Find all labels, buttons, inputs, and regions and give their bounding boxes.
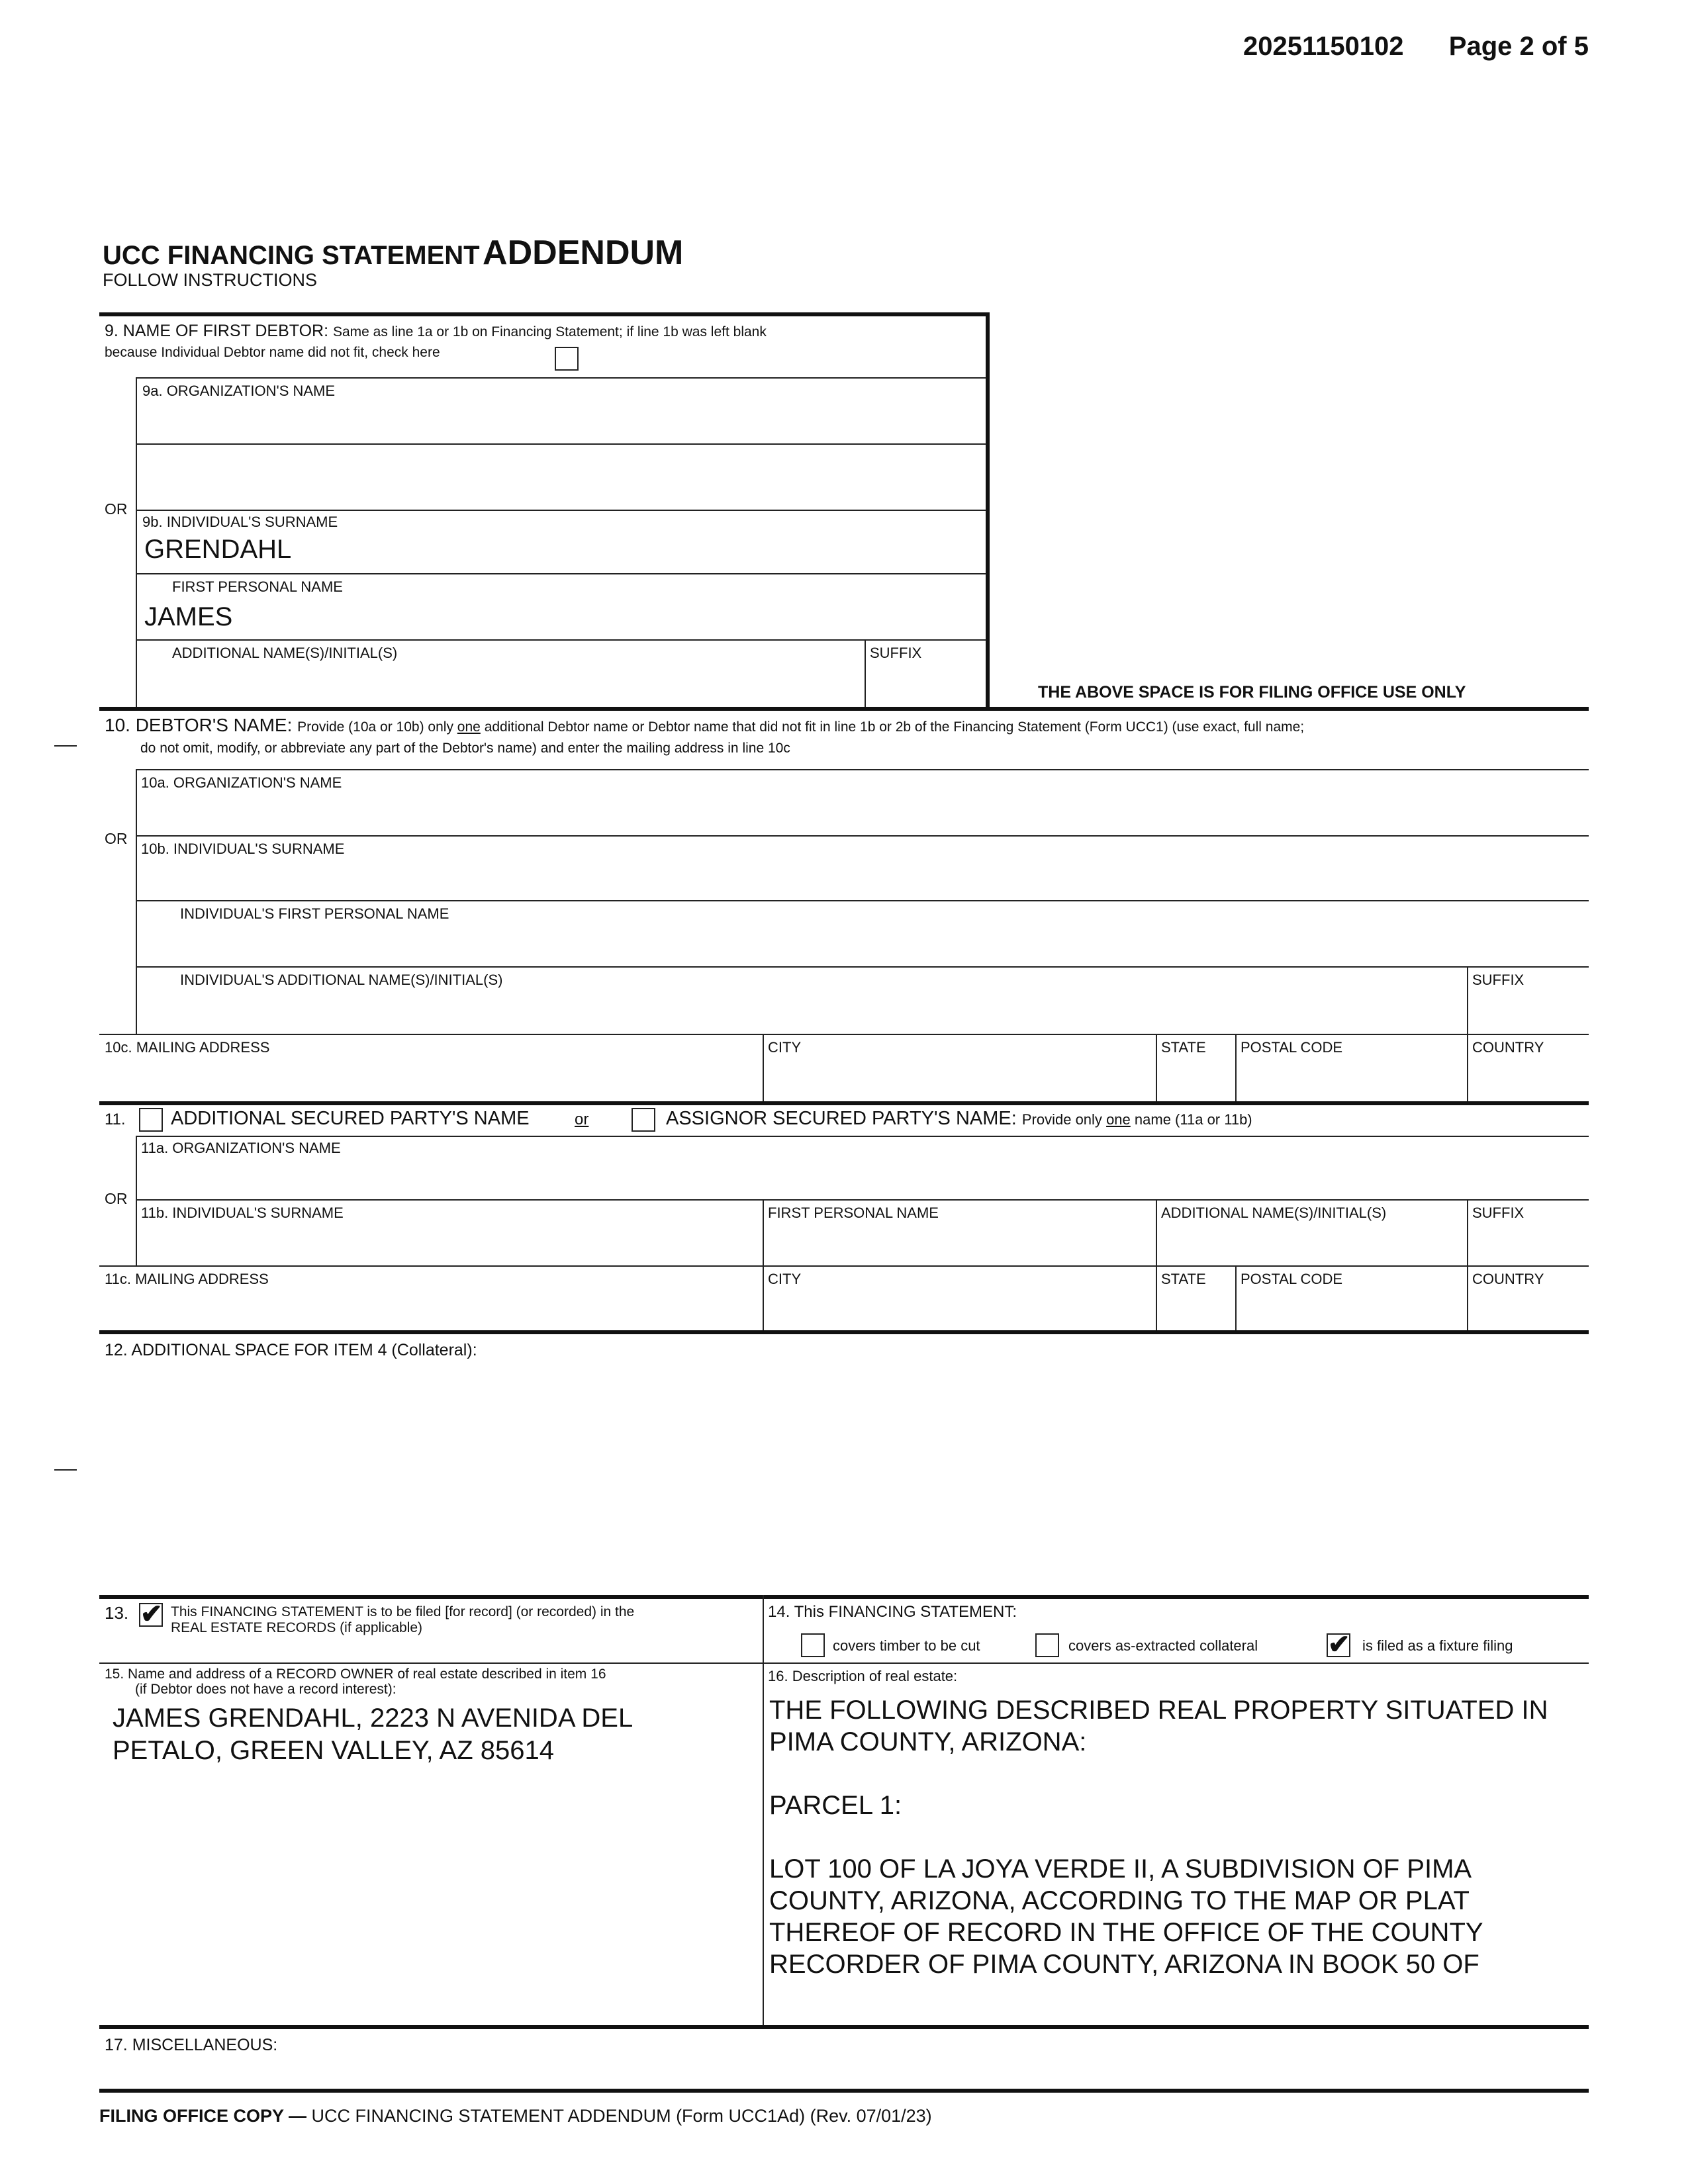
s14-label: 14. This FINANCING STATEMENT: bbox=[768, 1603, 1017, 1621]
s9-same-as-checkbox[interactable] bbox=[555, 347, 579, 371]
follow-instructions: FOLLOW INSTRUCTIONS bbox=[103, 270, 318, 290]
s10-state-divider bbox=[1156, 1034, 1157, 1103]
s10-line-a bbox=[136, 769, 1589, 770]
s9a-label: 9a. ORGANIZATION'S NAME bbox=[142, 383, 336, 399]
s9b-surname-value: GRENDAHL bbox=[144, 535, 292, 564]
s9-left-line bbox=[136, 377, 137, 708]
s14-fixture-checkbox[interactable]: ✔ bbox=[1328, 1630, 1350, 1659]
title-main: ADDENDUM bbox=[483, 234, 684, 272]
margin-tick-1 bbox=[54, 745, 77, 747]
s15-owner-value: JAMES GRENDAHL, 2223 N AVENIDA DEL PETALO, GREEN VALLEY, AZ 85614 bbox=[113, 1704, 633, 1765]
s11-postal-label: POSTAL CODE bbox=[1241, 1271, 1343, 1287]
s11-num: 11. bbox=[105, 1111, 126, 1128]
s13-num: 13. bbox=[105, 1603, 129, 1623]
s9-right-border bbox=[986, 312, 990, 709]
title-prefix: UCC FINANCING STATEMENT bbox=[103, 241, 480, 270]
s10-line-d bbox=[136, 966, 1589, 968]
s11-additional-label: ADDITIONAL NAME(S)/INITIAL(S) bbox=[1161, 1205, 1387, 1221]
footer: FILING OFFICE COPY — UCC FINANCING STATEMENT ADDENDUM (Form UCC1Ad) (Rev. 07/01/23) bbox=[99, 2106, 932, 2126]
s11-additional-checkbox[interactable] bbox=[139, 1108, 163, 1132]
s15-top-border bbox=[99, 1662, 1589, 1664]
s10-suffix-label: SUFFIX bbox=[1472, 972, 1524, 988]
s10-heading: 10. DEBTOR'S NAME: Provide (10a or 10b) only one additional Debtor name or Debtor name that did not fit in line 1b or 2b of the Financing Statement (Form UCC1) (use exact, full name; bbox=[105, 715, 1305, 735]
footer-rule bbox=[99, 2089, 1589, 2093]
s10-line-e bbox=[99, 1034, 1589, 1035]
s10a-label: 10a. ORGANIZATION'S NAME bbox=[141, 774, 342, 791]
form-title bbox=[103, 233, 683, 273]
s11-first-label: FIRST PERSONAL NAME bbox=[768, 1205, 939, 1221]
s10-postal-divider bbox=[1235, 1034, 1237, 1103]
s9b-label: 9b. INDIVIDUAL'S SURNAME bbox=[142, 514, 338, 530]
s13-checkbox[interactable]: ✔ bbox=[140, 1600, 163, 1629]
s11-or: or bbox=[575, 1111, 589, 1128]
s16-label: 16. Description of real estate: bbox=[768, 1668, 958, 1684]
s14-timber-checkbox[interactable] bbox=[801, 1633, 825, 1657]
s11-or-label: OR bbox=[105, 1190, 128, 1207]
s14-extracted-label: covers as-extracted collateral bbox=[1068, 1637, 1258, 1654]
s10-additional-label: INDIVIDUAL'S ADDITIONAL NAME(S)/INITIAL(S) bbox=[180, 972, 503, 988]
s9-line-c bbox=[136, 510, 986, 511]
s11-option1: ADDITIONAL SECURED PARTY'S NAME bbox=[171, 1108, 530, 1129]
s9-first-label: FIRST PERSONAL NAME bbox=[172, 578, 343, 595]
s10-city-divider bbox=[763, 1034, 764, 1103]
s13-text: This FINANCING STATEMENT is to be filed [for record] (or recorded) in the REAL ESTATE RECORDS (if applicable) bbox=[171, 1604, 635, 1636]
s10-first-label: INDIVIDUAL'S FIRST PERSONAL NAME bbox=[180, 905, 449, 922]
s10-top-border bbox=[99, 707, 1589, 711]
margin-tick-2 bbox=[54, 1469, 77, 1471]
page-indicator: Page 2 of 5 bbox=[1448, 32, 1589, 61]
s10-line-b bbox=[136, 835, 1589, 837]
s10-city-label: CITY bbox=[768, 1039, 802, 1056]
s10-line-c bbox=[136, 900, 1589, 901]
s11-assignor-checkbox[interactable] bbox=[632, 1108, 655, 1132]
s10b-label: 10b. INDIVIDUAL'S SURNAME bbox=[141, 841, 345, 857]
s11-top-border bbox=[99, 1101, 1589, 1105]
s9-first-value: JAMES bbox=[144, 602, 233, 631]
s9-heading: 9. NAME OF FIRST DEBTOR: Same as line 1a or 1b on Financing Statement; if line 1b was left blank bbox=[105, 322, 767, 340]
s12-label: 12. ADDITIONAL SPACE FOR ITEM 4 (Collateral): bbox=[105, 1341, 477, 1359]
s11-suffix-label: SUFFIX bbox=[1472, 1205, 1524, 1221]
s9-suffix-label: SUFFIX bbox=[870, 645, 922, 661]
s14-timber-label: covers timber to be cut bbox=[833, 1637, 980, 1654]
s11-option2: ASSIGNOR SECURED PARTY'S NAME: Provide only one name (11a or 11b) bbox=[666, 1108, 1252, 1129]
s9-or: OR bbox=[105, 500, 128, 518]
s11-line-c bbox=[99, 1265, 1589, 1267]
s9-line-a bbox=[136, 377, 986, 379]
s9-line-d bbox=[136, 573, 986, 574]
s13-14-divider bbox=[763, 1595, 764, 2028]
s11-line-a bbox=[136, 1136, 1589, 1137]
s11-state-label: STATE bbox=[1161, 1271, 1206, 1287]
s17-label: 17. MISCELLANEOUS: bbox=[105, 2036, 278, 2054]
s14-extracted-checkbox[interactable] bbox=[1035, 1633, 1059, 1657]
s16-description: THE FOLLOWING DESCRIBED REAL PROPERTY SITUATED IN PIMA COUNTY, ARIZONA: PARCEL 1: LOT 100 OF LA JOYA VERDE II, A SUBDIVISION OF PIMA COUNTY, ARIZONA, ACCORDING TO THE MAP OR PLAT THEREOF OF RECORD IN THE OFFICE OF THE COUNTY RECORDER OF PIMA COUNTY, ARIZONA IN BOOK 50 OF bbox=[769, 1696, 1548, 1979]
s11-city-label: CITY bbox=[768, 1271, 802, 1287]
s17-top-border bbox=[99, 2025, 1589, 2029]
s9-desc2: because Individual Debtor name did not fit, check here bbox=[105, 345, 440, 360]
s13-top-border bbox=[99, 1595, 1589, 1599]
s11a-label: 11a. ORGANIZATION'S NAME bbox=[141, 1140, 341, 1156]
s10-or: OR bbox=[105, 830, 128, 847]
s9-top-border bbox=[99, 312, 990, 316]
s10-left-line bbox=[136, 769, 137, 1034]
s11-country-label: COUNTRY bbox=[1472, 1271, 1544, 1287]
s11-line-b bbox=[136, 1199, 1589, 1201]
s11-postal-divider bbox=[1235, 1265, 1237, 1332]
s10c-label: 10c. MAILING ADDRESS bbox=[105, 1039, 270, 1056]
s10-postal-label: POSTAL CODE bbox=[1241, 1039, 1343, 1056]
s11c-label: 11c. MAILING ADDRESS bbox=[105, 1271, 269, 1287]
s10-country-label: COUNTRY bbox=[1472, 1039, 1544, 1056]
s10-state-label: STATE bbox=[1161, 1039, 1206, 1056]
s11-left-line bbox=[136, 1136, 137, 1265]
file-number: 20251150102 bbox=[1243, 32, 1404, 61]
s14-fixture-label: is filed as a fixture filing bbox=[1362, 1637, 1513, 1654]
s12-top-border bbox=[99, 1330, 1589, 1334]
filing-office-note: THE ABOVE SPACE IS FOR FILING OFFICE USE ONLY bbox=[1038, 683, 1466, 702]
s10-desc2: do not omit, modify, or abbreviate any part of the Debtor's name) and enter the mailing address in line 10c bbox=[140, 741, 790, 756]
s9-additional-label: ADDITIONAL NAME(S)/INITIAL(S) bbox=[172, 645, 398, 661]
s9-line-b bbox=[136, 443, 986, 445]
s15-label: 15. Name and address of a RECORD OWNER of real estate described in item 16 (if Debtor does not have a record interest): bbox=[105, 1666, 606, 1698]
page-header bbox=[1243, 32, 1589, 62]
s9-suffix-divider bbox=[865, 639, 866, 708]
s9-line-e bbox=[136, 639, 986, 641]
s11b-label: 11b. INDIVIDUAL'S SURNAME bbox=[141, 1205, 344, 1221]
